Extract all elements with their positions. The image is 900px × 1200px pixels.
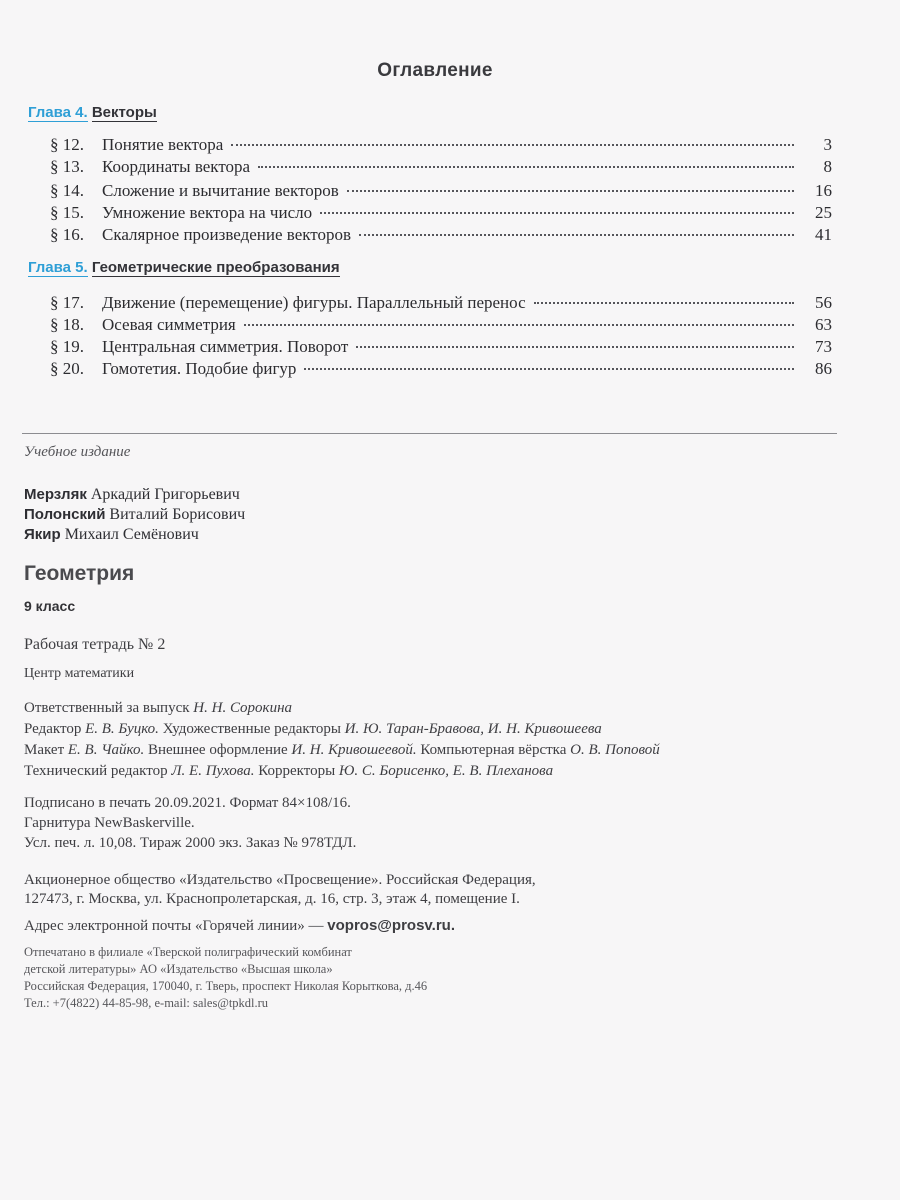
section-title: Умножение вектора на число [102,203,313,222]
hotline-email: vopros@prosv.ru. [327,917,455,934]
page-number: 16 [815,181,832,200]
credit-name: Л. Е. Пухова. [171,763,255,779]
section-title: Сложение и вычитание векторов [102,181,339,200]
dot-leader [356,346,794,348]
credit-label: Макет [24,742,65,758]
credit-label: Художественные редакторы [162,721,341,737]
toc-entry [50,194,832,222]
credit-label: Ответственный за выпуск [24,700,190,716]
credit-line [24,721,602,738]
section-number: § 19. [50,337,84,356]
toc-entry [50,284,832,312]
printer-line: Тел.: +7(4822) 44-85-98, e-mail: sales@tpkdl.ru [24,996,269,1010]
author [24,486,240,504]
credit-name: Е. В. Чайко. [67,742,145,758]
section-title: Гомотетия. Подобие фигур [102,359,297,378]
toc-entry [50,328,832,356]
publisher-line: Акционерное общество «Издательство «Просвещение». Российская Федерация, [24,872,536,888]
printer-line: Отпечатано в филиале «Тверской полиграфический комбинат [24,945,352,959]
hotline-line [24,917,455,935]
toc-entry [50,126,832,154]
dot-leader [347,190,794,192]
chapter-name: Векторы [91,104,157,121]
author-surname: Якир [24,526,61,543]
page-number: 8 [823,157,832,176]
divider [22,433,837,434]
author-names: Михаил Семёнович [64,526,199,543]
section-title: Центральная симметрия. Поворот [102,337,349,356]
dot-leader [231,144,794,146]
credit-line [24,763,553,780]
credit-label: Редактор [24,721,82,737]
page-number: 25 [815,203,832,222]
section-title: Движение (перемещение) фигуры. Параллельный перенос [102,293,526,312]
credit-line [24,700,292,717]
author-surname: Полонский [24,506,106,523]
section-number: § 12. [50,135,84,154]
hotline-label: Адрес электронной почты «Горячей линии» — [24,918,324,934]
section-title: Скалярное произведение векторов [102,225,352,244]
workbook-label: Рабочая тетрадь № 2 [24,636,166,653]
chapter-number: Глава 4. [28,104,88,121]
toc-entry [50,216,832,244]
section-title: Понятие вектора [102,135,224,154]
center-label: Центр математики [24,666,135,681]
dot-leader [359,234,794,236]
publisher-line: 127473, г. Москва, ул. Краснопролетарская, д. 16, стр. 3, этаж 4, помещение I. [24,891,520,907]
credit-name: О. В. Поповой [570,742,660,758]
section-number: § 13. [50,157,84,176]
chapter-5-heading [28,259,340,277]
chapter-name: Геометрические преобразования [91,259,340,276]
edition-type: Учебное издание [24,444,131,460]
toc-title: Оглавление [377,60,493,81]
dot-leader [320,212,794,214]
print-info-line: Гарнитура NewBaskerville. [24,815,195,831]
credit-label: Внешнее оформление [147,742,288,758]
section-number: § 20. [50,359,84,378]
dot-leader [534,302,794,304]
page-number: 73 [815,337,832,356]
page-number: 86 [815,359,832,378]
author [24,506,245,524]
credit-line [24,742,660,759]
toc-entry [50,148,832,176]
credit-name: И. Н. Кривошеевой. [291,742,417,758]
print-info-line: Усл. печ. л. 10,08. Тираж 2000 экз. Заказ № 978ТДЛ. [24,835,357,851]
author-names: Аркадий Григорьевич [90,486,240,503]
credit-label: Корректоры [258,763,336,779]
section-title: Координаты вектора [102,157,251,176]
print-info-line: Подписано в печать 20.09.2021. Формат 84×108/16. [24,795,351,811]
page-number: 3 [823,135,832,154]
book-title: Геометрия [24,562,135,585]
section-number: § 17. [50,293,84,312]
credit-name: Ю. С. Борисенко, Е. В. Плеханова [338,763,554,779]
author [24,526,199,544]
credit-name: И. Ю. Таран-Бравова, И. Н. Кривошеева [344,721,602,737]
section-title: Осевая симметрия [102,315,236,334]
author-names: Виталий Борисович [109,506,246,523]
credit-name: Е. В. Буцко. [85,721,159,737]
toc-entry [50,350,832,378]
author-surname: Мерзляк [24,486,87,503]
printer-line: Российская Федерация, 170040, г. Тверь, проспект Николая Корыткова, д.46 [24,979,428,993]
chapter-4-heading [28,104,157,122]
toc-entry [50,172,832,200]
chapter-number: Глава 5. [28,259,88,276]
printer-line: детской литературы» АО «Издательство «Высшая школа» [24,962,333,976]
dot-leader [244,324,794,326]
toc-entry [50,306,832,334]
section-number: § 14. [50,181,84,200]
section-number: § 18. [50,315,84,334]
credit-label: Технический редактор [24,763,168,779]
dot-leader [304,368,794,370]
dot-leader [258,166,794,168]
section-number: § 15. [50,203,84,222]
page-number: 41 [815,225,832,244]
page-number: 56 [815,293,832,312]
page-number: 63 [815,315,832,334]
credit-name: Н. Н. Сорокина [193,700,293,716]
grade: 9 класс [24,598,76,614]
credit-label: Компьютерная вёрстка [420,742,567,758]
section-number: § 16. [50,225,84,244]
